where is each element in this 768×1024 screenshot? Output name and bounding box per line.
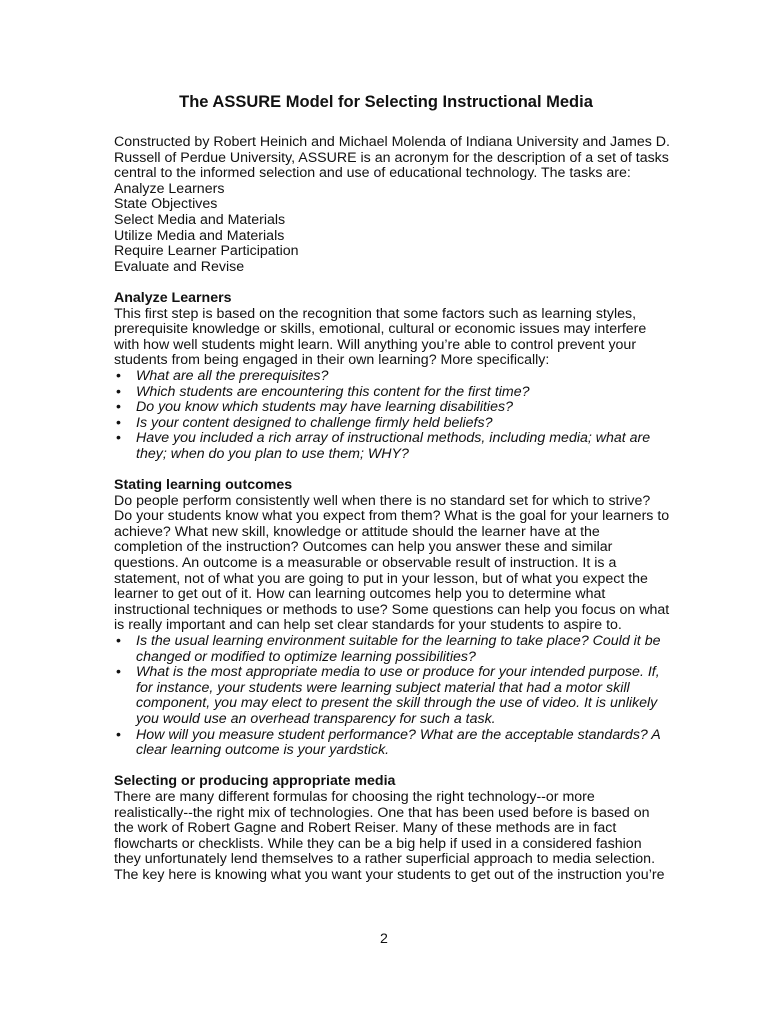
body-line: students from being engaged in their own learning? More specifically: [114, 352, 550, 369]
bullet-item [114, 385, 658, 401]
body-line: is really important and can help set clear standards for your students to aspire to. [114, 617, 622, 634]
bullet-glyph: • [116, 430, 121, 447]
body-line: statement, not of what you are going to put in your lesson, but of what you expect the [114, 570, 648, 587]
intro-line: Russell of Perdue University, ASSURE is an acronym for the description of a set of tasks [114, 149, 669, 166]
bullet-glyph: • [116, 414, 121, 431]
section-stating-learning-outcomes [114, 477, 670, 759]
bullet-line: Is the usual learning environment suitable for the learning to take place? Could it be [136, 633, 661, 649]
bullet-item [114, 726, 661, 759]
task-item: State Objectives [114, 196, 218, 213]
bullet-list [114, 369, 658, 463]
body-line: The key here is knowing what you want your students to get out of the instruction you’re [114, 866, 665, 883]
bullet-glyph: • [116, 399, 121, 416]
body-line: Do people perform consistently well when there is no standard set for which to strive? [114, 492, 651, 509]
intro-line: central to the informed selection and use of educational technology. The tasks are: [114, 165, 631, 182]
bullet-item [114, 369, 658, 385]
bullet-item [114, 400, 658, 416]
bullet-item [114, 633, 661, 665]
bullet-line: Which students are encountering this content for the first time? [136, 383, 530, 400]
bullet-line: Do you know which students may have learning disabilities? [136, 399, 513, 416]
bullet-line: What are all the prerequisites? [136, 367, 329, 384]
bullet-line: clear learning outcome is your yardstick. [136, 742, 390, 759]
body-line: the work of Robert Gagne and Robert Reiser. Many of these methods are in fact [114, 820, 617, 837]
body-line: prerequisite knowledge or skills, emotional, cultural or economic issues may interfere [114, 321, 647, 338]
task-item: Require Learner Participation [114, 243, 299, 260]
bullet-line: What is the most appropriate media to use or produce for your intended purpose. If, [136, 664, 660, 681]
body-line: flowcharts or checklists. While they can be a big help if used in a considered fashion [114, 835, 642, 852]
bullet-line: component, you may elect to present the skill through the use of video. It is unlikely [136, 695, 658, 712]
body-line: they unfortunately lend themselves to a rather superficial approach to media selection. [114, 851, 656, 868]
bullet-line: you would use an overhead transparency for such a task. [136, 710, 496, 727]
paragraph-gap [114, 275, 658, 291]
body-line: learner to get out of it. How can learning outcomes help you to determine what [114, 586, 606, 603]
bullet-glyph: • [116, 633, 121, 649]
body-line: completion of the instruction? Outcomes can help you answer these and similar [114, 539, 613, 556]
body-line: Do your students know what you expect from them? What is the goal for your learners to [114, 508, 670, 525]
page-title: The ASSURE Model for Selecting Instructional Media [179, 93, 593, 111]
section-heading: Selecting or producing appropriate media [114, 773, 396, 790]
section-analyze-learners [114, 291, 658, 463]
body-line: instructional techniques or methods to use? Some questions can help you focus on what [114, 601, 670, 618]
body-line: This first step is based on the recognition that some factors such as learning styles, [114, 305, 637, 322]
page-number: 2 [380, 931, 388, 947]
task-item: Evaluate and Revise [114, 258, 245, 275]
bullet-line: for instance, your students were learning subject material that had a motor skill [136, 679, 630, 696]
bullet-item [114, 431, 658, 462]
section-heading: Analyze Learners [114, 289, 232, 306]
section-selecting-media [114, 773, 665, 883]
bullet-glyph: • [116, 383, 121, 400]
task-item: Select Media and Materials [114, 211, 286, 228]
body-line: with how well students might learn. Will anything you’re able to control prevent your [114, 336, 637, 353]
bullet-item [114, 665, 658, 727]
task-item: Analyze Learners [114, 180, 225, 197]
paragraph-gap [114, 462, 658, 478]
body-line: achieve? What new skill, knowledge or attitude should the learner have at the [114, 523, 600, 540]
bullet-line: changed or modified to optimize learning possibilities? [136, 648, 476, 665]
intro-paragraph [114, 134, 670, 275]
body-line: realistically--the right mix of technologies. One that has been used before is based on [114, 804, 650, 821]
bullet-line: Is your content designed to challenge firmly held beliefs? [136, 414, 493, 431]
section-heading: Stating learning outcomes [114, 477, 293, 494]
bullet-glyph: • [116, 367, 121, 384]
body-line: There are many different formulas for choosing the right technology--or more [114, 788, 595, 805]
task-item: Utilize Media and Materials [114, 227, 285, 244]
bullet-glyph: • [116, 664, 121, 681]
bullet-glyph: • [116, 726, 121, 743]
bullet-item [114, 416, 658, 432]
paragraph-gap [114, 759, 658, 775]
intro-line: Constructed by Robert Heinich and Michael Molenda of Indiana University and James D. [114, 134, 670, 150]
bullet-list [114, 633, 661, 759]
bullet-line: they; when do you plan to use them; WHY? [136, 445, 409, 462]
bullet-line: Have you included a rich array of instructional methods, including media; what are [136, 430, 651, 447]
bullet-line: How will you measure student performance? What are the acceptable standards? A [136, 726, 661, 743]
body-line: questions. An outcome is a measurable or observable result of instruction. It is a [114, 555, 617, 572]
